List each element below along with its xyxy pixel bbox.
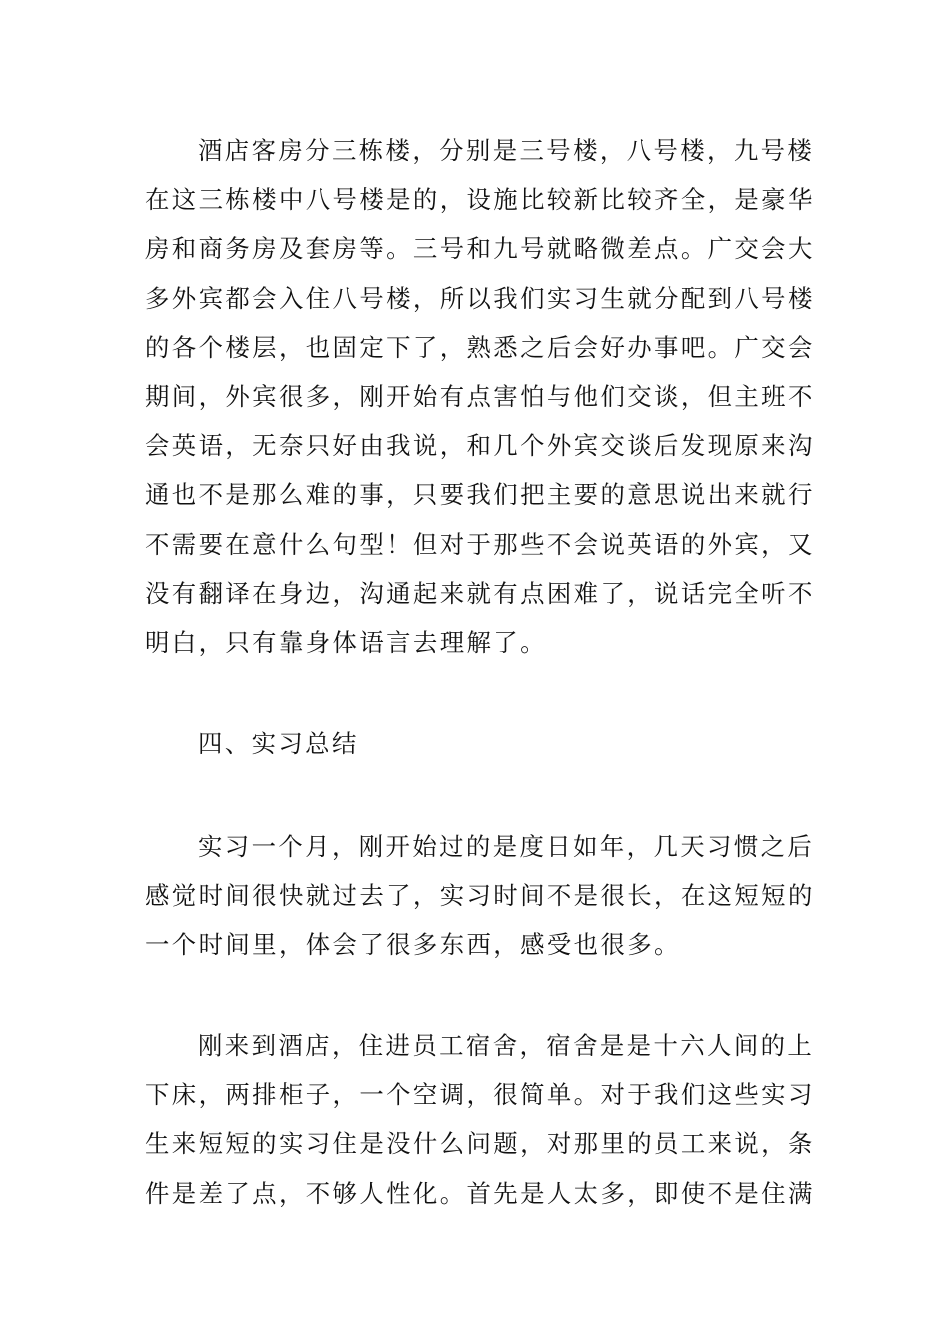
text-line: 多外宾都会入住八号楼，所以我们实习生就分配到八号楼 — [145, 283, 815, 313]
text-line: 会英语，无奈只好由我说，和几个外宾交谈后发现原来沟 — [145, 431, 815, 461]
text-line: 生来短短的实习住是没什么问题，对那里的员工来说，条 — [145, 1129, 815, 1159]
text-line: 实习一个月，刚开始过的是度日如年，几天习惯之后 — [198, 832, 815, 861]
section-heading — [145, 719, 809, 768]
text-line: 在这三栋楼中八号楼是的，设施比较新比较齐全，是豪华 — [145, 185, 815, 215]
text-line: 的各个楼层，也固定下了，熟悉之后会好办事吧。广交会 — [145, 332, 815, 362]
text-line: 房和商务房及套房等。三号和九号就略微差点。广交会大 — [145, 234, 815, 264]
section-heading-text: 四、实习总结 — [198, 729, 359, 758]
paragraph-dormitory — [145, 1021, 815, 1218]
text-line: 明白，只有靠身体语言去理解了。 — [145, 627, 547, 657]
paragraph-guest-rooms — [145, 126, 815, 667]
text-line: 不需要在意什么句型！但对于那些不会说英语的外宾，又 — [145, 529, 815, 559]
text-line: 件是差了点，不够人性化。首先是人太多，即使不是住满 — [145, 1178, 815, 1208]
text-line: 通也不是那么难的事，只要我们把主要的意思说出来就行 — [145, 480, 815, 510]
text-line: 感觉时间很快就过去了，实习时间不是很长，在这短短的 — [145, 881, 815, 911]
text-line: 刚来到酒店，住进员工宿舍，宿舍是是十六人间的上 — [198, 1031, 815, 1060]
text-line: 期间，外宾很多，刚开始有点害怕与他们交谈，但主班不 — [145, 381, 815, 411]
text-line: 没有翻译在身边，沟通起来就有点困难了，说话完全听不 — [145, 578, 815, 608]
text-line: 下床，两排柜子，一个空调，很简单。对于我们这些实习 — [145, 1080, 815, 1110]
text-line: 一个时间里，体会了很多东西，感受也很多。 — [145, 930, 681, 960]
paragraph-internship-summary — [145, 822, 815, 970]
text-line: 酒店客房分三栋楼，分别是三号楼，八号楼，九号楼 — [198, 136, 815, 165]
